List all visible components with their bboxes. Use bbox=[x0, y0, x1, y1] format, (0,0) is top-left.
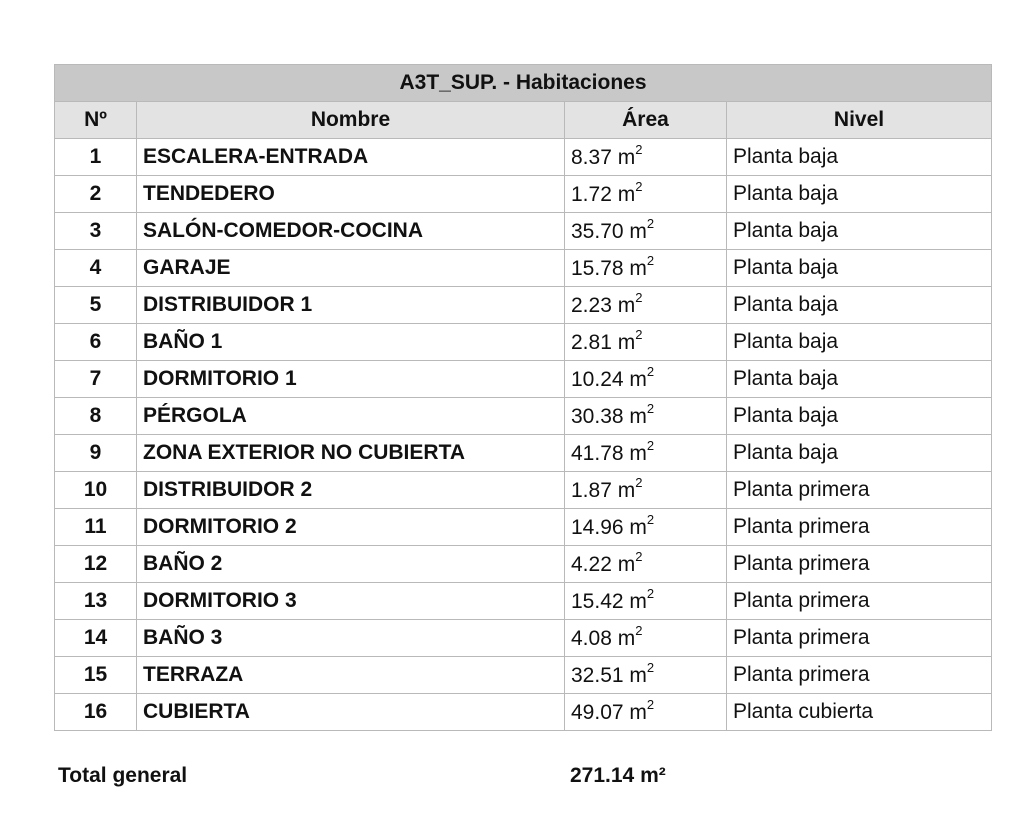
room-name: TENDEDERO bbox=[137, 176, 565, 213]
table-row bbox=[55, 213, 992, 250]
table-row bbox=[55, 324, 992, 361]
room-level: Planta baja bbox=[727, 435, 992, 472]
room-area bbox=[565, 213, 727, 250]
table-title: A3T_SUP. - Habitaciones bbox=[55, 65, 992, 102]
room-area-value: 30.38 bbox=[571, 405, 624, 428]
column-header-name: Nombre bbox=[137, 102, 565, 139]
room-area-unit: m bbox=[617, 294, 636, 317]
table-row bbox=[55, 509, 992, 546]
room-area-unit: m bbox=[629, 405, 647, 428]
room-level: Planta baja bbox=[727, 324, 992, 361]
room-name: SALÓN-COMEDOR-COCINA bbox=[137, 213, 565, 250]
table-body bbox=[55, 139, 992, 731]
room-area bbox=[565, 139, 727, 176]
room-name: BAÑO 2 bbox=[137, 546, 565, 583]
table-row bbox=[55, 472, 992, 509]
table-row bbox=[55, 398, 992, 435]
room-level: Planta baja bbox=[727, 287, 992, 324]
room-area-unit: m bbox=[629, 220, 647, 243]
room-area-unit-exponent: 2 bbox=[635, 475, 643, 490]
table-row bbox=[55, 361, 992, 398]
room-area-unit-exponent: 2 bbox=[635, 142, 643, 157]
room-area-unit: m bbox=[629, 516, 647, 539]
room-name: GARAJE bbox=[137, 250, 565, 287]
room-name: DORMITORIO 2 bbox=[137, 509, 565, 546]
room-name: ESCALERA-ENTRADA bbox=[137, 139, 565, 176]
room-level: Planta baja bbox=[727, 176, 992, 213]
column-header-area: Área bbox=[565, 102, 727, 139]
room-level: Planta primera bbox=[727, 509, 992, 546]
room-area-value: 4.22 bbox=[571, 553, 612, 576]
room-number: 6 bbox=[55, 324, 137, 361]
table-row bbox=[55, 287, 992, 324]
table-row bbox=[55, 546, 992, 583]
room-level: Planta primera bbox=[727, 657, 992, 694]
room-area bbox=[565, 287, 727, 324]
room-area bbox=[565, 509, 727, 546]
room-area bbox=[565, 398, 727, 435]
room-area-unit-exponent: 2 bbox=[646, 586, 655, 601]
room-area-unit-exponent: 2 bbox=[646, 253, 655, 268]
table-header-row bbox=[55, 102, 992, 139]
room-level: Planta primera bbox=[727, 472, 992, 509]
room-area-unit-exponent: 2 bbox=[646, 438, 655, 453]
room-area-unit: m bbox=[617, 627, 636, 650]
room-area-unit-exponent: 2 bbox=[635, 623, 643, 638]
rooms-table bbox=[54, 64, 992, 731]
room-name: DORMITORIO 1 bbox=[137, 361, 565, 398]
room-area-unit-exponent: 2 bbox=[635, 179, 643, 194]
column-header-level: Nivel bbox=[727, 102, 992, 139]
room-name: TERRAZA bbox=[137, 657, 565, 694]
room-area-value: 4.08 bbox=[571, 627, 612, 650]
room-area-unit: m bbox=[629, 664, 647, 687]
room-name: BAÑO 3 bbox=[137, 620, 565, 657]
room-number: 14 bbox=[55, 620, 137, 657]
room-area-unit: m bbox=[629, 590, 647, 613]
room-area bbox=[565, 583, 727, 620]
room-level: Planta primera bbox=[727, 583, 992, 620]
room-area-unit-exponent: 2 bbox=[635, 327, 643, 342]
room-area-unit: m bbox=[617, 331, 636, 354]
table-row bbox=[55, 583, 992, 620]
room-number: 13 bbox=[55, 583, 137, 620]
room-number: 3 bbox=[55, 213, 137, 250]
room-level: Planta primera bbox=[727, 620, 992, 657]
rooms-sheet bbox=[54, 64, 991, 731]
room-area bbox=[565, 250, 727, 287]
room-area-unit: m bbox=[617, 479, 636, 502]
room-area-unit: m bbox=[629, 257, 647, 280]
room-number: 2 bbox=[55, 176, 137, 213]
room-area bbox=[565, 324, 727, 361]
room-area-unit: m bbox=[617, 183, 636, 206]
room-area-unit-exponent: 2 bbox=[635, 549, 643, 564]
room-level: Planta cubierta bbox=[727, 694, 992, 731]
room-area-unit-exponent: 2 bbox=[646, 660, 655, 675]
room-area-value: 32.51 bbox=[571, 664, 624, 687]
room-number: 9 bbox=[55, 435, 137, 472]
room-area bbox=[565, 620, 727, 657]
room-area bbox=[565, 657, 727, 694]
room-area-value: 41.78 bbox=[571, 442, 624, 465]
room-area-unit-exponent: 2 bbox=[646, 216, 655, 231]
room-area-unit: m bbox=[617, 553, 636, 576]
room-area bbox=[565, 361, 727, 398]
room-number: 1 bbox=[55, 139, 137, 176]
room-area-unit: m bbox=[629, 701, 647, 724]
room-area bbox=[565, 176, 727, 213]
room-area-unit-exponent: 2 bbox=[646, 401, 655, 416]
total-label: Total general bbox=[58, 764, 188, 787]
room-area-unit-exponent: 2 bbox=[646, 512, 655, 527]
room-number: 8 bbox=[55, 398, 137, 435]
room-area-unit: m bbox=[617, 146, 636, 169]
total-value: 271.14 m² bbox=[570, 764, 666, 787]
room-name: DISTRIBUIDOR 2 bbox=[137, 472, 565, 509]
table-row bbox=[55, 435, 992, 472]
room-area-unit: m bbox=[629, 368, 647, 391]
room-area-value: 49.07 bbox=[571, 701, 624, 724]
room-level: Planta baja bbox=[727, 250, 992, 287]
table-title-row bbox=[55, 65, 992, 102]
room-level: Planta baja bbox=[727, 398, 992, 435]
total-row bbox=[58, 762, 958, 794]
room-area-unit-exponent: 2 bbox=[646, 364, 655, 379]
room-area-unit-exponent: 2 bbox=[635, 290, 643, 305]
room-area-value: 14.96 bbox=[571, 516, 624, 539]
room-number: 12 bbox=[55, 546, 137, 583]
room-area-value: 2.81 bbox=[571, 331, 612, 354]
table-row bbox=[55, 620, 992, 657]
room-number: 11 bbox=[55, 509, 137, 546]
room-area bbox=[565, 472, 727, 509]
room-area-value: 8.37 bbox=[571, 146, 612, 169]
room-number: 5 bbox=[55, 287, 137, 324]
table-row bbox=[55, 694, 992, 731]
table-row bbox=[55, 139, 992, 176]
room-number: 7 bbox=[55, 361, 137, 398]
table-row bbox=[55, 176, 992, 213]
room-level: Planta baja bbox=[727, 361, 992, 398]
room-level: Planta primera bbox=[727, 546, 992, 583]
room-area-value: 15.78 bbox=[571, 257, 624, 280]
column-header-number: Nº bbox=[55, 102, 137, 139]
room-name: DORMITORIO 3 bbox=[137, 583, 565, 620]
room-name: ZONA EXTERIOR NO CUBIERTA bbox=[137, 435, 565, 472]
table-row bbox=[55, 250, 992, 287]
room-level: Planta baja bbox=[727, 139, 992, 176]
room-name: CUBIERTA bbox=[137, 694, 565, 731]
room-area bbox=[565, 435, 727, 472]
room-area-value: 1.72 bbox=[571, 183, 612, 206]
room-area-value: 15.42 bbox=[571, 590, 624, 613]
room-name: BAÑO 1 bbox=[137, 324, 565, 361]
room-area bbox=[565, 694, 727, 731]
room-level: Planta baja bbox=[727, 213, 992, 250]
room-number: 15 bbox=[55, 657, 137, 694]
room-area-value: 1.87 bbox=[571, 479, 612, 502]
room-area-value: 2.23 bbox=[571, 294, 612, 317]
room-number: 10 bbox=[55, 472, 137, 509]
room-area-unit: m bbox=[629, 442, 647, 465]
room-area-unit-exponent: 2 bbox=[646, 697, 655, 712]
room-name: PÉRGOLA bbox=[137, 398, 565, 435]
room-number: 4 bbox=[55, 250, 137, 287]
table-row bbox=[55, 657, 992, 694]
room-area bbox=[565, 546, 727, 583]
room-area-value: 10.24 bbox=[571, 368, 624, 391]
room-number: 16 bbox=[55, 694, 137, 731]
room-name: DISTRIBUIDOR 1 bbox=[137, 287, 565, 324]
room-area-value: 35.70 bbox=[571, 220, 624, 243]
